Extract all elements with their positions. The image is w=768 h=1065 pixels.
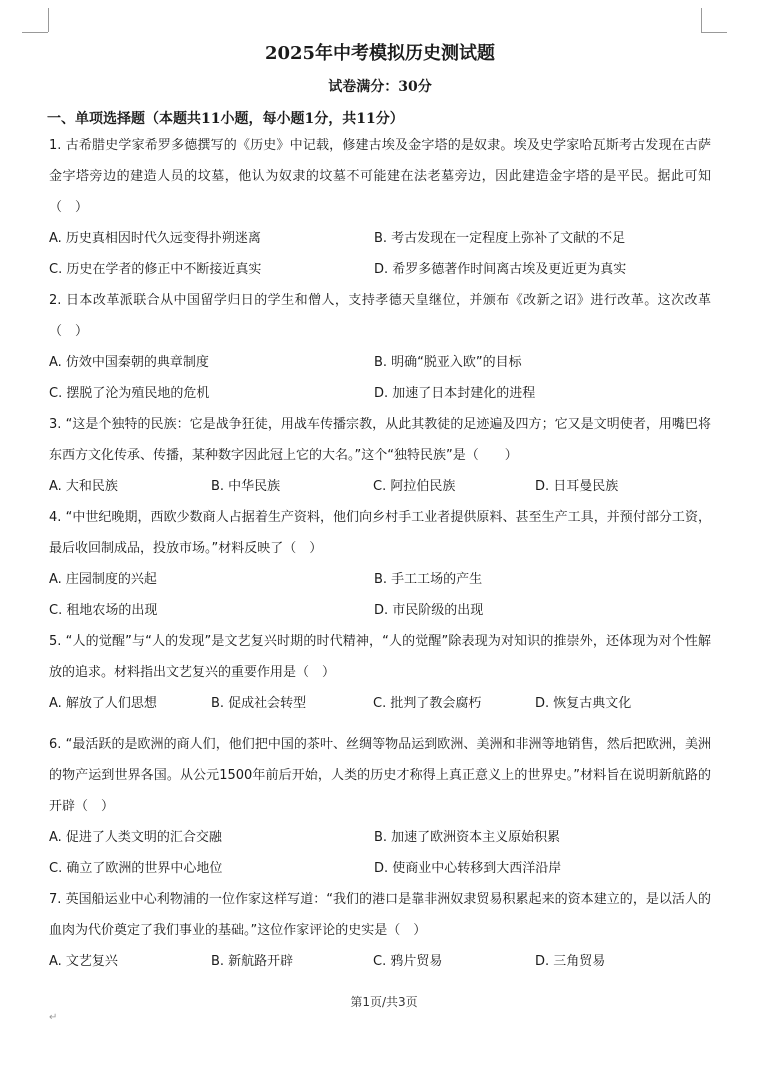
option-c: C. 租地农场的出现	[49, 603, 158, 618]
question-7	[49, 884, 711, 977]
question-6	[49, 729, 711, 884]
question-stem: 4. “中世纪晚期，西欧少数商人占据着生产资料，他们向乡村手工业者提供原料、甚至生产工具，并预付部分工资，最后收回制成品，投放市场。”材料反映了（ ）	[49, 510, 711, 556]
question-4	[49, 502, 711, 626]
option-a: A. 文艺复兴	[49, 954, 118, 969]
question-stem: 2. 日本改革派联合从中国留学归日的学生和僧人，支持孝德天皇继位，并颁布《改新之诏》进行改革。这次改革（ ）	[49, 293, 711, 339]
option-a: A. 庄园制度的兴起	[49, 572, 157, 587]
question-stem: 7. 英国船运业中心利物浦的一位作家这样写道：“我们的港口是靠非洲奴隶贸易积累起来的资本建立的，是以活人的血肉为代价奠定了我们事业的基础。”这位作家评论的史实是（ ）	[49, 892, 711, 938]
option-c: C. 摆脱了沦为殖民地的危机	[49, 386, 210, 401]
question-stem: 6. “最活跃的是欧洲的商人们，他们把中国的茶叶、丝绸等物品运到欧洲、美洲和非洲等地销售，然后把欧洲，美洲的物产运到世界各国。从公元1500年前后开始，人类的历史才称得上真正意义上的世界史。”材料旨在说明新航路的开辟（ ）	[49, 737, 711, 814]
option-b: B. 明确“脱亚入欧”的目标	[374, 355, 522, 370]
section-heading: 一、单项选择题（本题共11小题，每小题1分，共11分）	[47, 111, 404, 127]
question-2	[49, 285, 711, 409]
option-list	[49, 564, 711, 626]
crop-mark-top-right-horizontal	[701, 32, 727, 33]
option-d: D. 日耳曼民族	[535, 479, 619, 494]
option-b: B. 手工工场的产生	[374, 572, 483, 587]
question-stem: 5. “人的觉醒”与“人的发现”是文艺复兴时期的时代精神，“人的觉醒”除表现为对知识的推崇外，还体现为对个性解放的追求。材料指出文艺复兴的重要作用是（ ）	[49, 634, 711, 680]
question-stem: 3. “这是个独特的民族：它是战争狂徒，用战车传播宗教，从此其教徒的足迹遍及四方；它又是文明使者，用嘴巴将东西方文化传承、传播，某种数字因此冠上它的大名。”这个“独特民族”是（ ）	[49, 417, 711, 463]
paragraph-mark-icon: ↵	[49, 1012, 58, 1023]
crop-mark-top-left-horizontal	[22, 32, 48, 33]
option-d: D. 加速了日本封建化的进程	[374, 386, 536, 401]
option-d: D. 市民阶级的出现	[374, 603, 484, 618]
exam-page	[49, 40, 711, 977]
option-b: B. 中华民族	[211, 479, 281, 494]
option-list	[49, 223, 711, 285]
question-1	[49, 130, 711, 285]
option-list	[49, 822, 711, 884]
option-c: C. 阿拉伯民族	[373, 479, 456, 494]
option-c: C. 批判了教会腐朽	[373, 696, 482, 711]
option-list	[49, 946, 711, 977]
option-a: A. 大和民族	[49, 479, 118, 494]
option-list	[49, 471, 711, 502]
option-c: C. 确立了欧洲的世界中心地位	[49, 861, 223, 876]
page-footer: 第1页/共3页	[350, 995, 418, 1009]
option-list	[49, 347, 711, 409]
option-a: A. 促进了人类文明的汇合交融	[49, 830, 222, 845]
option-b: B. 加速了欧洲资本主义原始积累	[374, 830, 561, 845]
option-d: D. 恢复古典文化	[535, 696, 632, 711]
option-c: C. 鸦片贸易	[373, 954, 443, 969]
option-d: D. 使商业中心转移到大西洋沿岸	[374, 861, 562, 876]
exam-title: 2025年中考模拟历史测试题	[264, 43, 496, 64]
option-a: A. 解放了人们思想	[49, 696, 157, 711]
option-b: B. 新航路开辟	[211, 954, 294, 969]
option-a: A. 仿效中国秦朝的典章制度	[49, 355, 209, 370]
option-d: D. 三角贸易	[535, 954, 606, 969]
option-list	[49, 688, 711, 719]
crop-mark-top-left-vertical	[48, 8, 49, 32]
option-a: A. 历史真相因时代久远变得扑朔迷离	[49, 231, 261, 246]
question-stem: 1. 古希腊史学家希罗多德撰写的《历史》中记载，修建古埃及金字塔的是奴隶。埃及史学家哈瓦斯考古发现在古萨金字塔旁边的建造人员的坟墓，他认为奴隶的坟墓不可能建在法老墓旁边，因此建造金字塔的是平民。据此可知（ ）	[49, 138, 711, 215]
exam-score: 试卷满分：30分	[328, 79, 432, 95]
option-d: D. 希罗多德著作时间离古埃及更近更为真实	[374, 262, 627, 277]
question-3	[49, 409, 711, 502]
crop-mark-top-right-vertical	[701, 8, 702, 32]
option-b: B. 促成社会转型	[211, 696, 307, 711]
question-5	[49, 626, 711, 719]
spacer	[49, 719, 711, 729]
option-b: B. 考古发现在一定程度上弥补了文献的不足	[374, 231, 626, 246]
option-c: C. 历史在学者的修正中不断接近真实	[49, 262, 262, 277]
